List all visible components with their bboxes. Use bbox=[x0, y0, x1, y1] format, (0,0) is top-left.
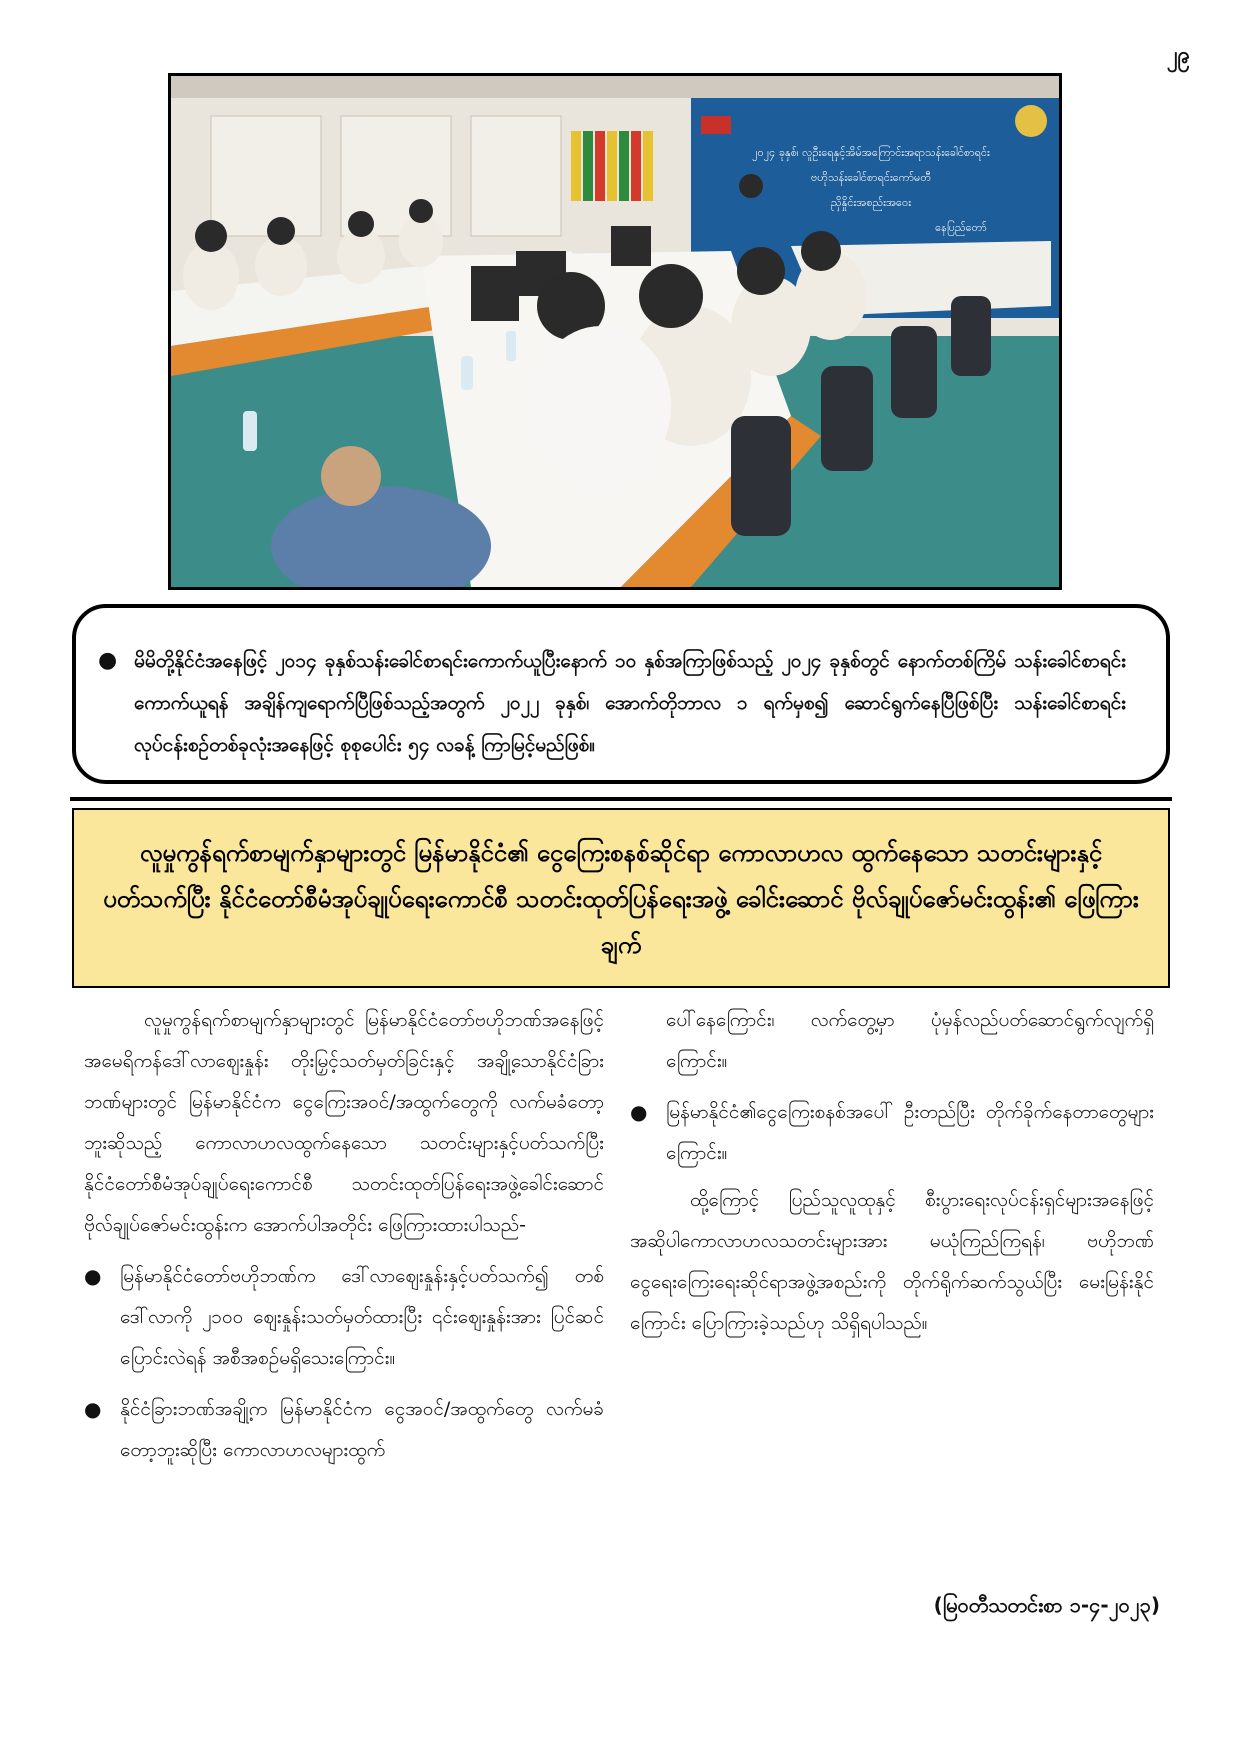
bullet-text: နိုင်ငံခြားဘဏ်အချို့က မြန်မာနိုင်ငံက ငွေအဝင်/အထွက်တွေ လက်မခံတော့ဘူးဆိုပြီး ကောလာဟလများထွက် bbox=[120, 1398, 604, 1461]
banner-line-2: ဗဟိုသန်းခေါင်စာရင်းကော်မတီ bbox=[810, 171, 932, 184]
right-column bbox=[630, 1000, 1154, 1344]
bullet-dot-icon: ● bbox=[630, 1100, 648, 1124]
summary-box bbox=[72, 604, 1170, 784]
left-column bbox=[84, 1000, 604, 1471]
bullet-text: မြန်မာနိုင်ငံ၏ငွေကြေးစနစ်အပေါ် ဦးတည်ပြီး တိုက်ခိုက်နေတာတွေများကြောင်း။ bbox=[666, 1101, 1154, 1164]
banner-line-1: ၂၀၂၄ ခုနှစ်၊ လူဦးရေနှင့်အိမ်အကြောင်းအရာသန်းခေါင်စာရင်း bbox=[752, 146, 990, 159]
source-citation: (မြဝတီသတင်းစာ ၁-၄-၂၀၂၃) bbox=[933, 1593, 1160, 1617]
bullet-dot-icon: ● bbox=[84, 1397, 102, 1421]
bullet-text: မြန်မာနိုင်ငံတော်ဗဟိုဘဏ်က ဒေါ်လာဈေးနှုန်းနှင့်ပတ်သက်၍ တစ်ဒေါ်လာကို ၂၁၀၀ ဈေးနှုန်းသတ်မှတ်ထားပြီး ၎င်းဈေးနှုန်းအား ပြင်ဆင်ပြောင်းလဲရန် အစီအစဉ်မရှိသေးကြောင်း။ bbox=[120, 1265, 604, 1369]
intro-paragraph: လူမှုကွန်ရက်စာမျက်နှာများတွင် မြန်မာနိုင်ငံတော်ဗဟိုဘဏ်အနေဖြင့် အမေရိကန်ဒေါ်လာဈေးနှုန်း တိုးမြှင့်သတ်မှတ်ခြင်းနှင့် အချို့သောနိုင်ငံခြားဘဏ်များတွင် မြန်မာနိုင်ငံက ငွေကြေးအဝင်/အထွက်တွေကို လက်မခံတော့ဘူးဆိုသည့် ကောလာဟလထွက်နေသော သတင်းများနှင့်ပတ်သက်ပြီး နိုင်ငံတော်စီမံအုပ်ချုပ်ရေးကောင်စီ သတင်းထုတ်ပြန်ရေးအဖွဲ့ခေါင်းဆောင် ဗိုလ်ချုပ်ဇော်မင်းထွန်းက အောက်ပါအတိုင်း ဖြေကြားထားပါသည်- bbox=[84, 1009, 604, 1236]
bullet-dot-icon: ● bbox=[84, 1264, 102, 1288]
headline-box bbox=[72, 808, 1170, 988]
meeting-photo bbox=[168, 73, 1062, 590]
list-item bbox=[84, 1389, 604, 1471]
banner-line-3: ညှိနှိုင်းအစည်းအဝေး bbox=[831, 196, 911, 209]
bullet-dot-icon: ● bbox=[98, 648, 118, 673]
list-item-continuation bbox=[630, 1000, 1154, 1082]
meeting-photo-illustration bbox=[171, 76, 1059, 587]
banner-line-4: နေပြည်တော် bbox=[935, 221, 987, 234]
bullet-text: ပေါ်နေကြောင်း၊ လက်တွေ့မှာ ပုံမှန်လည်ပတ်ဆောင်ရွက်လျက်ရှိကြောင်း။ bbox=[666, 1009, 1154, 1072]
list-item bbox=[84, 1256, 604, 1379]
article-headline: လူမှုကွန်ရက်စာမျက်နှာများတွင် မြန်မာနိုင်ငံ၏ ငွေကြေးစနစ်ဆိုင်ရာ ကောလာဟလ ထွက်နေသော သတင်းများနှင့်ပတ်သက်ပြီး နိုင်ငံတော်စီမံအုပ်ချုပ်ရေးကောင်စီ သတင်းထုတ်ပြန်ရေးအဖွဲ့ ခေါင်းဆောင် ဗိုလ်ချုပ်ဇော်မင်းထွန်း၏ ဖြေကြားချက် bbox=[103, 839, 1139, 959]
list-item bbox=[630, 1092, 1154, 1174]
divider-rule bbox=[70, 797, 1172, 801]
closing-paragraph: ထို့ကြောင့် ပြည်သူလူထုနှင့် စီးပွားရေးလုပ်ငန်းရှင်များအနေဖြင့် အဆိုပါကောလာဟလသတင်းများအား မယုံကြည်ကြရန်၊ ဗဟိုဘဏ်ငွေရေးကြေးရေးဆိုင်ရာအဖွဲ့အစည်းကို တိုက်ရိုက်ဆက်သွယ်ပြီး မေးမြန်းနိုင်ကြောင်း ပြောကြားခဲ့သည်ဟု သိရှိရပါသည်။ bbox=[630, 1189, 1154, 1334]
summary-text: မိမိတို့နိုင်ငံအနေဖြင့် ၂၀၁၄ ခုနှစ်သန်းခေါင်စာရင်းကောက်ယူပြီးနောက် ၁၀ နှစ်အကြာဖြစ်သည့် ၂၀၂၄ ခုနှစ်တွင် နောက်တစ်ကြိမ် သန်းခေါင်စာရင်းကောက်ယူရန် အချိန်ကျရောက်ပြီဖြစ်သည့်အတွက် ၂၀၂၂ ခုနှစ်၊ အောက်တိုဘာလ ၁ ရက်မှစ၍ ဆောင်ရွက်နေပြီဖြစ်ပြီး သန်းခေါင်စာရင်းလုပ်ငန်းစဉ်တစ်ခုလုံးအနေဖြင့် စုစုပေါင်း ၅၄ လခန့် ကြာမြင့်မည်ဖြစ်။ bbox=[134, 650, 1126, 756]
page-number: ၂၉ bbox=[1166, 43, 1190, 68]
